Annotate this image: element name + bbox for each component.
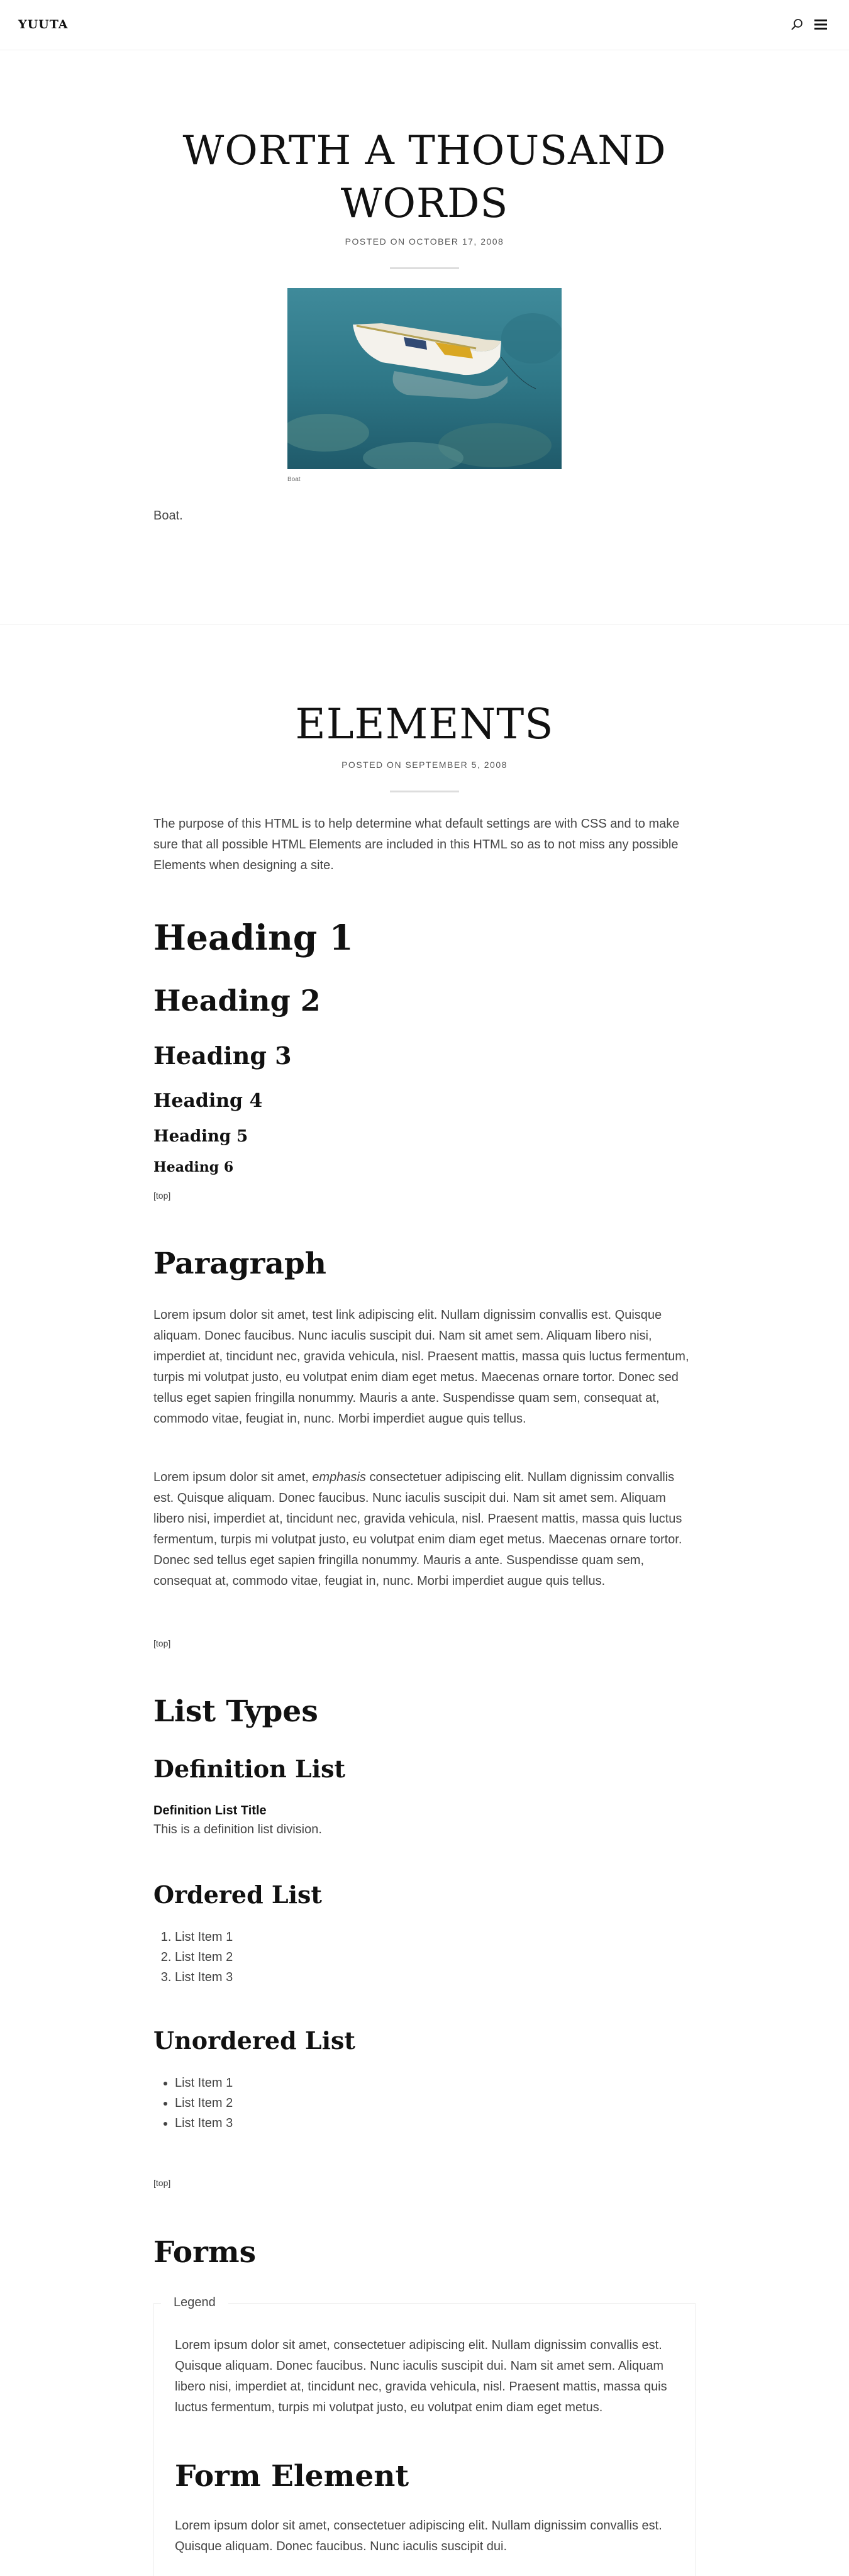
paragraph-heading: Paragraph [153,1246,326,1281]
boat-image [287,288,562,469]
title-divider [390,267,459,269]
text-run: Lorem ipsum dolor sit amet, [153,1470,313,1484]
list-item: • List Item 1 [175,2073,233,2093]
intro-paragraph: The purpose of this HTML is to help determine what default settings are with CSS and to make sure that all possible HTML Elements are included in this HTML so as to not miss any possible Elements when designing a site. [153,817,680,872]
list-item: • List Item 3 [175,2113,233,2133]
form-paragraph-2: Lorem ipsum dolor sit amet, consectetuer adipiscing elit. Nullam dignissim convallis est. Quisque aliquam. Donec faucibus. Nunc iaculis suscipit dui. [175,2519,662,2553]
list-item: 1. List Item 1 [175,1927,233,1947]
post-meta: POSTED ON SEPTEMBER 5, 2008 [341,760,508,770]
text-run: consectetuer adipiscing elit. Nullam dignissim convallis est. Quisque aliquam. Donec faucibus. Nunc iaculis suscipit dui. Nam sit amet sem. Aliquam libero nisi, imperdiet at, tincidunt nec, gravida vehicula, nisl. Praesent mattis, massa quis luctus fermentum, turpis mi volutpat justo, eu volutpat enim diam eget metus. Maecenas ornare tortor. Donec sed tellus eget sapien fringilla nonummy. Mauris a ante. Suspendisse quam sem, consequat at, commodo vitae, feugiat in, nunc. Morbi imperdiet augue quis tellus. [153,1470,682,1588]
heading-2: Heading 2 [153,984,321,1018]
heading-1: Heading 1 [153,917,353,958]
heading-3: Heading 3 [153,1041,292,1070]
top-link[interactable]: [top] [153,1638,171,1648]
emphasis-text: emphasis [312,1470,366,1484]
list-item: 3. List Item 3 [175,1967,233,1987]
ordered-list-heading: Ordered List [153,1880,322,1909]
heading-4: Heading 4 [153,1090,263,1112]
site-title-link[interactable]: YUUTA [18,18,69,31]
list-item: • List Item 2 [175,2093,233,2113]
hamburger-menu-icon[interactable] [814,18,828,31]
text-run: adipiscing elit. Nullam dignissim convallis est. Quisque aliquam. Donec faucibus. Nunc iaculis suscipit dui. Nam sit amet sem. Aliquam libero nisi, imperdiet at, tincidunt nec, gravida vehicula, nisl. Praesent mattis, massa quis luctus fermentum, turpis mi volutpat justo, eu volutpat enim diam eget metus. Maecenas ornare tortor. Donec sed tellus eget sapien fringilla nonummy. Mauris a ante. Suspendisse quam sem, consequat at, commodo vitae, feugiat in, nunc. Morbi imperdiet augue quis tellus. [153,1308,689,1426]
definition-description: This is a definition list division. [153,1823,322,1836]
post-title-line: WORDS [340,180,509,227]
post-title[interactable] [0,125,849,230]
site-header [0,0,849,50]
image-caption: Boat [287,476,301,483]
heading-5: Heading 5 [153,1127,248,1146]
test-link[interactable]: test link [312,1308,355,1322]
title-divider [390,791,459,792]
post-body: Boat. [153,509,183,523]
form-element-heading: Form Element [175,2459,409,2494]
text-run: Lorem ipsum dolor sit amet, [153,1308,313,1322]
list-item: 2. List Item 2 [175,1947,233,1967]
paragraph-1 [153,1305,696,1430]
top-link[interactable]: [top] [153,1191,171,1201]
post-meta: POSTED ON OCTOBER 17, 2008 [345,236,504,247]
post-title-line: WORTH A THOUSAND [182,128,667,174]
ordered-list [175,1927,233,1987]
paragraph-2 [153,1467,696,1592]
top-link[interactable]: [top] [153,2178,171,2188]
form-paragraph-1: Lorem ipsum dolor sit amet, consectetuer adipiscing elit. Nullam dignissim convallis est. Quisque aliquam. Donec faucibus. Nunc iaculis suscipit dui. Nam sit amet sem. Aliquam libero nisi, imperdiet at, tincidunt nec, gravida vehicula, nisl. Praesent mattis, massa quis luctus fermentum, turpis mi volutpat justo, eu volutpat enim diam eget metus. [175,2338,667,2414]
post-title[interactable]: ELEMENTS [295,700,554,748]
heading-6: Heading 6 [153,1159,234,1175]
unordered-list [175,2073,233,2133]
list-types-heading: List Types [153,1694,318,1729]
forms-heading: Forms [153,2235,257,2270]
definition-list-heading: Definition List [153,1755,346,1783]
definition-title: Definition List Title [153,1804,267,1818]
search-icon[interactable] [791,18,804,31]
unordered-list-heading: Unordered List [153,2026,355,2055]
fieldset-legend: Legend [161,2296,228,2310]
